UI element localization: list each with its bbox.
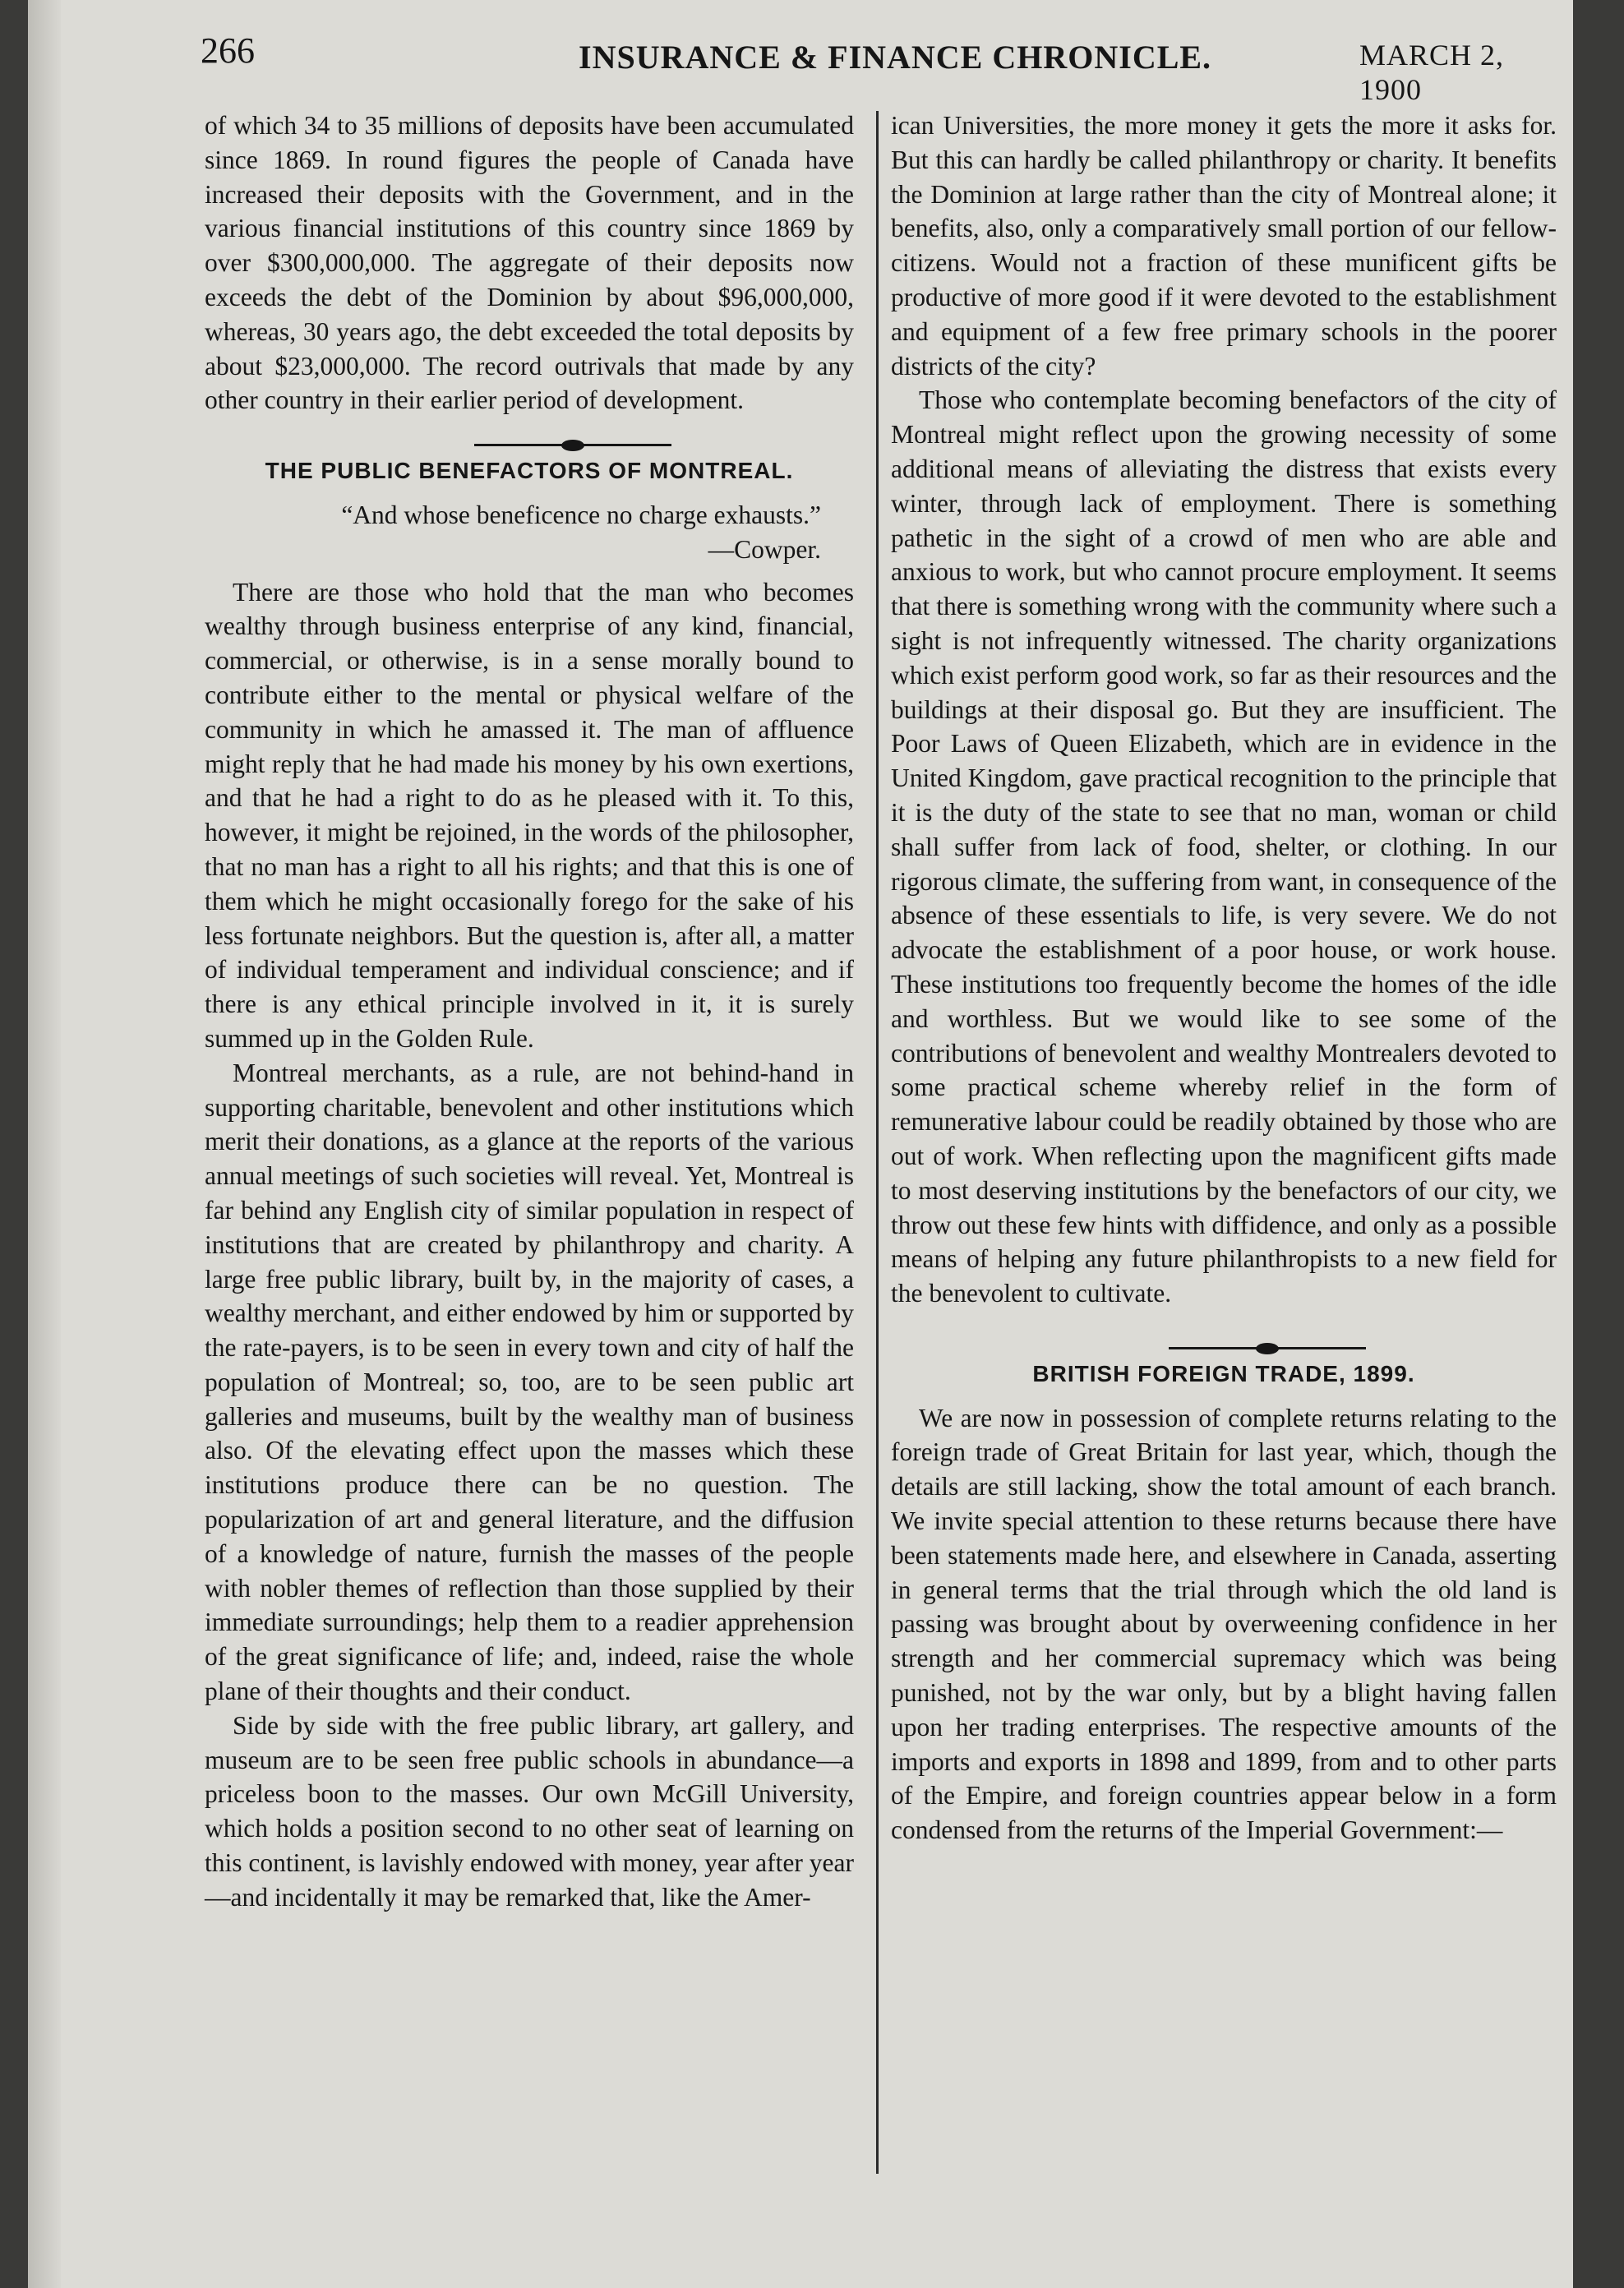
- page-header: [28, 30, 1573, 104]
- section-ornament: [891, 1329, 1557, 1345]
- page-number: 266: [201, 30, 255, 71]
- article-paragraph: Montreal merchants, as a rule, are not behind-hand in supporting charitable, benevolent and other institutions which merit their donations, as a glance at the reports of the various annual meetings of such societies will reveal. Yet, Montreal is far behind any English city of similar population in respect of institutions that are created by philanthropy and charity. A large free public library, built by, in the majority of cases, a wealthy merchant, and either endowed by him or supported by the rate-payers, is to be seen in every town and city of half the population of Montreal; so, too, are to be seen public art galleries and museums, built by the wealthy man of business also. Of the elevating effect upon the masses which these institutions produce there can be no question. The popularization of art and general literature, and the diffusion of a knowledge of nature, furnish the masses of the people with nobler themes of reflection than those supplied by their immediate surroundings; help them to a readier apprehension of the great significance of life; and, indeed, raise the whole plane of their thoughts and their conduct.: [205, 1058, 854, 1706]
- continued-paragraph: of which 34 to 35 millions of deposits have been accumulated since 1869. In round figures the people of Canada have increased their deposits with the Government, and in the various financial institutions of this country since 1869 by over $300,000,000. The aggregate of their deposits now exceeds the debt of the Dominion by about $96,000,000, whereas, 30 years ago, the debt exceeded the total deposits by about $23,000,000. The record outrivals that made by any other country in their earlier period of development.: [205, 111, 854, 415]
- article-paragraph: Side by side with the free public library, art gallery, and museum are to be seen free public schools in abundance—a priceless boon to the masses. Our own McGill University, which holds a position second to no other seat of learning on this continent, is lavishly endowed with money, year after year—and incidentally it may be remarked that, like the Amer-: [205, 1710, 854, 1912]
- article-paragraph: Those who contemplate becoming benefactors of the city of Montreal might reflect upon the growing necessity of some additional means of alleviating the distress that exists every winter, through lack of employment. There is something pathetic in the sight of a crowd of men who are able and anxious to work, but who cannot procure employment. It seems that there is something wrong with the community where such a sight is not infrequently witnessed. The charity organizations which exist perform good work, so far as their resources and the buildings at their disposal go. But they are insufficient. The Poor Laws of Queen Elizabeth, which are in evidence in the United Kingdom, gave practical recognition to the principle that it is the duty of the state to see that no man, woman or child shall suffer from lack of food, shelter, or clothing. In our rigorous climate, the suffering from want, in consequence of the absence of these essentials to life, is very severe. We do not advocate the establishment of a poor house, or work house. These institutions too frequently become the homes of the idle and worthless. But we would like to see some of the contributions of benevolent and wealthy Montrealers devoted to some practical scheme whereby relief in the form of remunerative labour could be readily obtained by those who are out of work. When reflecting upon the magnificent gifts made to most deserving institutions by the benefactors of our city, we throw out these few hints with diffidence, and only as a possible means of helping any future philanthropists to a new field for the benevolent to cultivate.: [891, 385, 1557, 1308]
- issue-date: MARCH 2, 1900: [1359, 39, 1505, 106]
- journal-title: INSURANCE & FINANCE CHRONICLE.: [579, 39, 1212, 76]
- epigraph: “And whose beneficence no charge exhausts.”: [341, 500, 821, 529]
- column-divider: [876, 111, 879, 2174]
- newspaper-page: [28, 0, 1573, 2288]
- left-column: [205, 108, 854, 1915]
- section-ornament: [205, 426, 854, 442]
- article-paragraph: ican Universities, the more money it gets the more it asks for. But this can hardly be called philanthropy or charity. It benefits the Dominion at large rather than the city of Montreal alone; it benefits, also, only a comparatively small portion of our fellow-citizens. Would not a fraction of these munificent gifts be productive of more good if it were devoted to the establishment and equipment of a few free primary schools in the poorer districts of the city?: [891, 111, 1557, 381]
- right-column: [891, 108, 1557, 1847]
- article-heading-benefactors: THE PUBLIC BENEFACTORS OF MONTREAL.: [265, 458, 794, 484]
- article-paragraph: We are now in possession of complete returns relating to the foreign trade of Great Britain for last year, which, though the details are still lacking, show the total amount of each branch. We invite special attention to these returns because there have been statements made here, and elsewhere in Canada, asserting in general terms that the trial through which the old land is passing was brought about by overweening confidence in her strength and her commercial supremacy which was being punished, not by the war only, but by a blight having fallen upon her trading enterprises. The respective amounts of the imports and exports in 1898 and 1899, from and to other parts of the Empire, and foreign countries appear below in a form condensed from the returns of the Imperial Government:—: [891, 1403, 1557, 1845]
- article-paragraph: There are those who hold that the man who becomes wealthy through business enterprise of any kind, financial, commercial, or otherwise, is in a sense morally bound to contribute either to the mental or physical welfare of the community in which he amassed it. The man of affluence might reply that he had made his money by his own exertions, and that he had a right to do as he pleased with it. To this, however, it might be rejoined, in the words of the philosopher, that no man has a right to all his rights; and that this is one of them which he might occasionally forego for the sake of his less fortunate neighbors. But the question is, after all, a matter of individual temperament and individual conscience; and if there is any ethical principle involved in it, it is surely summed up in the Golden Rule.: [205, 577, 854, 1053]
- article-heading-trade: BRITISH FOREIGN TRADE, 1899.: [1032, 1360, 1415, 1386]
- epigraph-attribution: —Cowper.: [708, 534, 821, 564]
- page-binding-edge: [28, 0, 61, 2288]
